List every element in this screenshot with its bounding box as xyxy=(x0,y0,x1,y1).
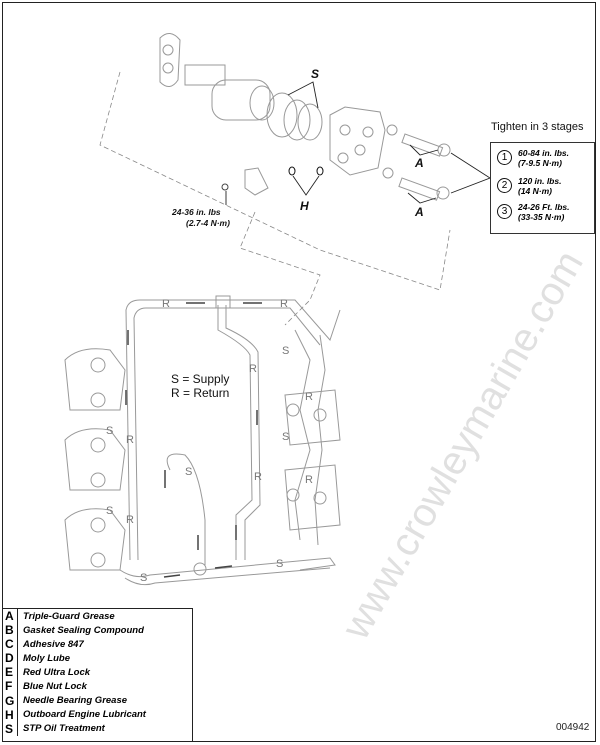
watermark: www.crowleymarine.com xyxy=(333,243,592,647)
legend-value: Gasket Sealing Compound xyxy=(23,624,144,636)
return-label: R xyxy=(305,474,313,486)
supply-label: S xyxy=(185,466,193,478)
gasket-hole xyxy=(163,63,173,73)
stage-number-icon: 1 xyxy=(497,150,512,165)
supply-label: S xyxy=(106,425,114,437)
washer xyxy=(387,125,397,135)
legend-value: Moly Lube xyxy=(23,652,70,664)
stage-1 xyxy=(497,148,569,168)
stage-torque: 60-84 in. lbs. xyxy=(518,148,570,158)
supply-label: S xyxy=(276,558,284,570)
bolt xyxy=(399,178,440,200)
return-label: R xyxy=(162,298,170,310)
stage-2 xyxy=(497,176,561,196)
legend-row xyxy=(3,694,192,708)
supply-label: S xyxy=(282,345,290,357)
pump-body xyxy=(330,107,385,175)
legend-key: H xyxy=(3,708,18,722)
legend-row xyxy=(3,651,192,665)
stage-number-icon: 2 xyxy=(497,178,512,193)
o-ring xyxy=(267,93,297,137)
return-label: R xyxy=(126,514,134,526)
key-return: R = Return xyxy=(171,386,230,400)
screw xyxy=(222,184,228,190)
stage-3 xyxy=(497,202,570,222)
legend-key: D xyxy=(3,651,18,665)
legend-value: Needle Bearing Grease xyxy=(23,695,128,707)
fuel-line-routing xyxy=(120,296,340,585)
legend-row xyxy=(3,665,192,679)
legend-row xyxy=(3,722,192,736)
legend-row xyxy=(3,679,192,693)
legend-value: STP Oil Treatment xyxy=(23,723,105,735)
lubricant-legend xyxy=(3,608,193,742)
callout-h: H xyxy=(300,199,309,213)
legend-key: S xyxy=(3,722,18,736)
stage-torque: 24-26 Ft. lbs. xyxy=(518,202,570,212)
return-label: R xyxy=(305,391,313,403)
gasket-hole xyxy=(163,45,173,55)
stage-torque-metric: (14 N·m) xyxy=(518,186,553,196)
supply-label: S xyxy=(282,431,290,443)
legend-row xyxy=(3,623,192,637)
bolt xyxy=(402,134,443,156)
supply-label: S xyxy=(140,572,148,584)
legend-key: F xyxy=(3,679,18,693)
legend-value: Triple-Guard Grease xyxy=(23,610,115,622)
stage-torque-metric: (7-9.5 N·m) xyxy=(518,158,562,168)
supply-label: S xyxy=(106,505,114,517)
legend-row xyxy=(3,609,192,623)
callout-a-2: A xyxy=(415,205,424,219)
legend-key: C xyxy=(3,637,18,651)
legend-row xyxy=(3,708,192,722)
legend-key: A xyxy=(3,609,18,623)
figure-number: 004942 xyxy=(556,722,590,733)
torque-note: 24-36 in. lbs xyxy=(172,207,221,217)
assembly-outline xyxy=(100,72,450,290)
small-bracket xyxy=(245,168,268,195)
return-label: R xyxy=(280,298,288,310)
washer xyxy=(383,168,393,178)
stage-torque-metric: (33-35 N·m) xyxy=(518,212,565,222)
legend-key: B xyxy=(3,623,18,637)
legend-value: Red Ultra Lock xyxy=(23,666,91,678)
gasket-plate xyxy=(160,33,180,86)
callout-a-1: A xyxy=(415,156,424,170)
stage-leader xyxy=(451,153,490,193)
stage-torque: 120 in. lbs. xyxy=(518,176,562,186)
legend-key: G xyxy=(3,694,18,708)
stage-number-icon: 3 xyxy=(497,204,512,219)
tighten-title: Tighten in 3 stages xyxy=(491,121,584,133)
callout-s: S xyxy=(311,67,320,81)
key-supply: S = Supply xyxy=(171,372,230,386)
flow-arrows xyxy=(126,303,262,577)
torque-note-metric: (2.7-4 N·m) xyxy=(186,218,230,228)
tighten-stages-box xyxy=(490,142,595,234)
line-key xyxy=(171,372,229,400)
legend-value: Outboard Engine Lubricant xyxy=(23,709,146,721)
legend-row xyxy=(3,637,192,651)
return-label: R xyxy=(126,434,134,446)
callout-leader xyxy=(288,82,318,108)
legend-value: Adhesive 847 xyxy=(23,638,84,650)
legend-key: E xyxy=(3,665,18,679)
return-label: R xyxy=(254,471,262,483)
return-label: R xyxy=(249,363,257,375)
legend-value: Blue Nut Lock xyxy=(23,681,87,693)
callout-leader xyxy=(293,176,319,195)
